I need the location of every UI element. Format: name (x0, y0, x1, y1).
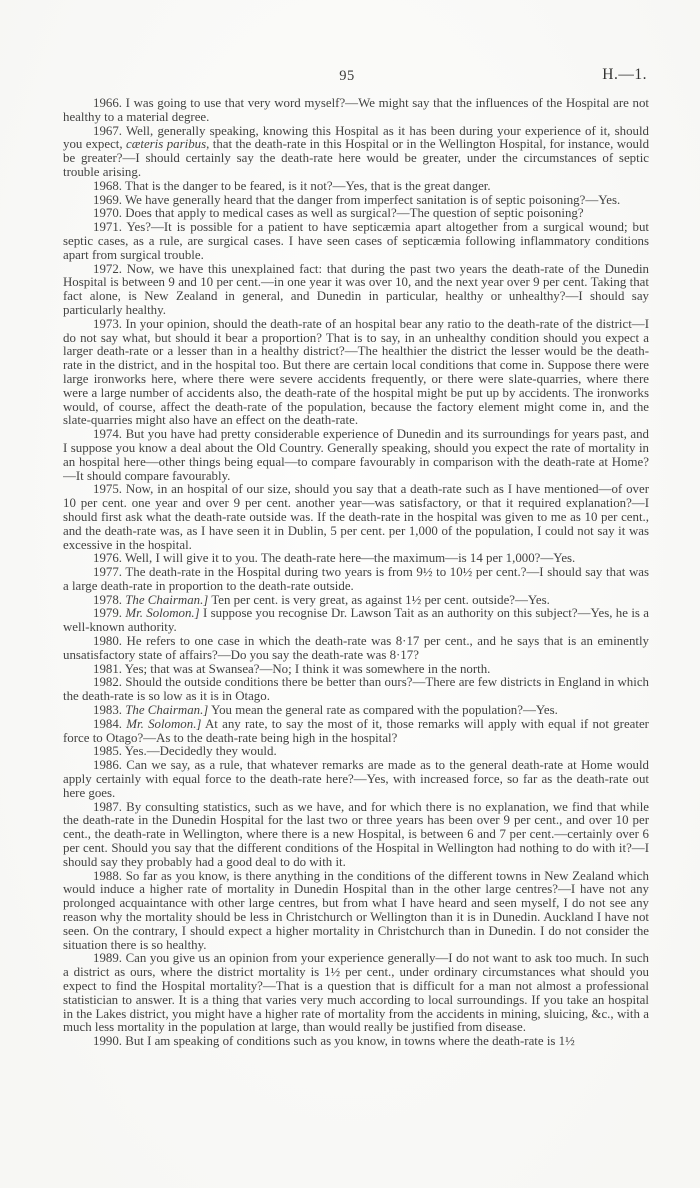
speaker-name: Mr. Solomon.] (126, 716, 202, 731)
qa-paragraph-1978 (63, 594, 649, 608)
qa-paragraph-1985 (63, 745, 649, 759)
testimony-body (63, 97, 649, 1157)
qa-paragraph-1983 (63, 704, 649, 718)
qa-text: 1968. That is the danger to be feared, is it not?—Yes, that is the great danger. (93, 178, 491, 193)
qa-text: 1986. Can we say, as a rule, that whatever remarks are made as to the general death-rate at Home would apply certainly with equal force to the death-rate here?—Yes, with increased force, so far as the death-rate out here goes. (63, 758, 649, 800)
qa-text: , that the death-rate in this Hospital or in the Wellington Hospital, for instance, would be greater?—I should certainly say the death-rate here would be greater, under the circumstances of septic trouble arising. (63, 137, 649, 179)
qa-text: 1969. We have generally heard that the danger from imperfect sanitation is of septic poisoning?—Yes. (93, 192, 621, 207)
qa-text: 1990. But I am speaking of conditions such as you know, in towns where the death-rate is 1½ (93, 1034, 575, 1049)
qa-text: 1985. Yes.—Decidedly they would. (93, 744, 277, 759)
qa-text: 1981. Yes; that was at Swansea?—No; I think it was somewhere in the north. (93, 661, 491, 676)
qa-text: 1979. (93, 606, 126, 621)
qa-text: 1989. Can you give us an opinion from your experience generally—I do not want to ask too much. In such a district as ours, where the district mortality is 1½ per cent., under ordinary circumstances what should you expect to find the Hospital mortality?—That is a question that is difficult for a man not almost a professional statistician to answer. It is a thing that varies very much according to local surroundings. If you take an hospital in the Lakes district, you might have a higher rate of mortality from the accidents in mining, sluicing, &c., with a much less mortality in the population at large, than would really be justified from disease. (63, 951, 649, 1035)
page-header (63, 66, 649, 90)
qa-paragraph-1986 (63, 759, 649, 800)
qa-text: I suppose you recognise Dr. Lawson Tait as an authority on this subject?—Yes, he is a well-known authority. (63, 606, 649, 635)
qa-paragraph-1975 (63, 483, 649, 552)
qa-text: 1971. Yes?—It is possible for a patient to have septicæmia apart altogether from a surgical wound; but septic cases, as a rule, are surgical cases. I have seen cases of septicæmia following inflammatory conditions apart from surgical trouble. (63, 220, 649, 262)
qa-paragraph-1966 (63, 97, 649, 125)
qa-text: 1988. So far as you know, is there anything in the conditions of the different towns in New Zealand which would induce a higher rate of mortality in Dunedin Hospital than in the other large centres?—I have not any prolonged acquaintance with other large centres, but from what I have heard and seen myself, I do not see any reason why the mortality should be less in Christchurch or Wellington than it is in Dunedin. Auckland I have not seen. On the contrary, I should expect a higher mortality in Christchurch than in Dunedin. I do not consider the situation there is so healthy. (63, 868, 649, 952)
speaker-name: Mr. Solomon.] (125, 606, 200, 621)
paper-reference: H.—1. (602, 66, 647, 83)
qa-text: 1984. (93, 716, 127, 731)
qa-text: 1966. I was going to use that very word myself?—We might say that the influences of the Hospital are not healthy to a material degree. (63, 97, 649, 124)
qa-paragraph-1984 (63, 718, 649, 746)
qa-text: 1972. Now, we have this unexplained fact: that during the past two years the death-rate of the Dunedin Hospital is between 9 and 10 per cent.—in one year it was over 10, and the next year over 9 per cent. Taking that fact alone, is New Zealand in general, and Dunedin in particular, healthy or unhealthy?—I should say particularly healthy. (63, 261, 649, 317)
qa-text: You mean the general rate as compared with the population?—Yes. (208, 703, 558, 718)
page-number: 95 (339, 68, 355, 84)
qa-text: 1976. Well, I will give it to you. The death-rate here—the maximum—is 14 per 1,000?—Yes. (93, 551, 576, 566)
qa-text: At any rate, to say the most of it, those remarks will apply with equal if not greater force to Otago?—As to the death-rate being high in the hospital? (63, 716, 649, 745)
qa-paragraph-1969 (63, 194, 649, 208)
qa-paragraph-1972 (63, 263, 649, 318)
qa-text: 1978. (93, 592, 126, 607)
qa-paragraph-1982 (63, 676, 649, 704)
qa-text: 1977. The death-rate in the Hospital during two years is from 9½ to 10½ per cent.?—I should say that was a large death-rate in proportion to the death-rate outside. (63, 565, 649, 593)
speaker-name: The Chairman.] (125, 592, 209, 607)
qa-paragraph-1976 (63, 552, 649, 566)
qa-text: 1967. Well, generally speaking, knowing this Hospital as it has been during your experience of it, should you expect, (63, 123, 649, 152)
qa-paragraph-1981 (63, 663, 649, 677)
qa-paragraph-1990 (63, 1035, 649, 1049)
qa-paragraph-1967 (63, 125, 649, 180)
qa-paragraph-1987 (63, 801, 649, 870)
qa-text: 1970. Does that apply to medical cases as well as surgical?—The question of septic poisoning? (93, 206, 584, 221)
qa-paragraph-1973 (63, 318, 649, 428)
qa-paragraph-1970 (63, 207, 649, 221)
qa-paragraph-1980 (63, 635, 649, 663)
qa-text: 1982. Should the outside conditions there be better than ours?—There are few districts in England in which the death-rate is so low as it is in Otago. (63, 675, 649, 704)
qa-paragraph-1979 (63, 607, 649, 635)
qa-text: 1975. Now, in an hospital of our size, should you say that a death-rate such as I have mentioned—of over 10 per cent. one year and over 9 per cent. another year—was satisfactory, or that it required explanation?—I should first ask what the death-rate outside was. If the death-rate in the hospital was given to me as 10 per cent., and the death-rate was, as I have seen it in Dublin, 5 per cent. per 1,000 of the population, I could not say it was excessive in the hospital. (63, 482, 649, 552)
qa-text: 1983. (93, 703, 126, 718)
qa-paragraph-1968 (63, 180, 649, 194)
qa-paragraph-1988 (63, 870, 649, 953)
qa-paragraph-1989 (63, 952, 649, 1035)
qa-paragraph-1977 (63, 566, 649, 594)
qa-text: 1980. He refers to one case in which the death-rate was 8·17 per cent., and he says that is an eminently unsatisfactory state of affairs?—Do you say the death-rate was 8·17? (63, 634, 649, 662)
speaker-name: cæteris paribus (126, 137, 207, 152)
qa-text: 1973. In your opinion, should the death-rate of an hospital bear any ratio to the death-rate of the district—I do not say what, but should it bear a proportion? That is to say, in an unhealthy condition should you expect a larger death-rate or a lesser than in a healthy district?—The healthier the district the lesser would be the death-rate in the district, and in the hospital too. But there are certain local conditions that come in. Suppose there were large ironworks here, where there were severe accidents frequently, or there were slate-quarries, where there were a large number of accidents also, the death-rate of the hospital might be put up by accidents. The ironworks would, of course, affect the death-rate of the population, because the factory element might come in, and the slate-quarries might also have an effect on the death-rate. (63, 316, 649, 428)
qa-text: 1987. By consulting statistics, such as we have, and for which there is no explanation, we find that while the death-rate in the Dunedin Hospital for the last two or three years has been over 9 per cent., and over 10 per cent., the death-rate in Wellington, where there is a new Hospital, is between 6 and 7 per cent.—certainly over 6 per cent. Should you say that the different conditions of the Hospital in Wellington had nothing to do with it?—I should say they probably had a good deal to do with it. (63, 799, 649, 869)
qa-text: 1974. But you have had pretty considerable experience of Dunedin and its surroundings for years past, and I suppose you know a deal about the Old Country. Generally speaking, should you expect the rate of mortality in an hospital here—other things being equal—to compare favourably in comparison with the death-rate at Home?—It should compare favourably. (63, 427, 649, 483)
qa-text: Ten per cent. is very great, as against 1½ per cent. outside?—Yes. (208, 592, 550, 607)
qa-paragraph-1971 (63, 221, 649, 262)
speaker-name: The Chairman.] (125, 703, 209, 718)
qa-paragraph-1974 (63, 428, 649, 483)
